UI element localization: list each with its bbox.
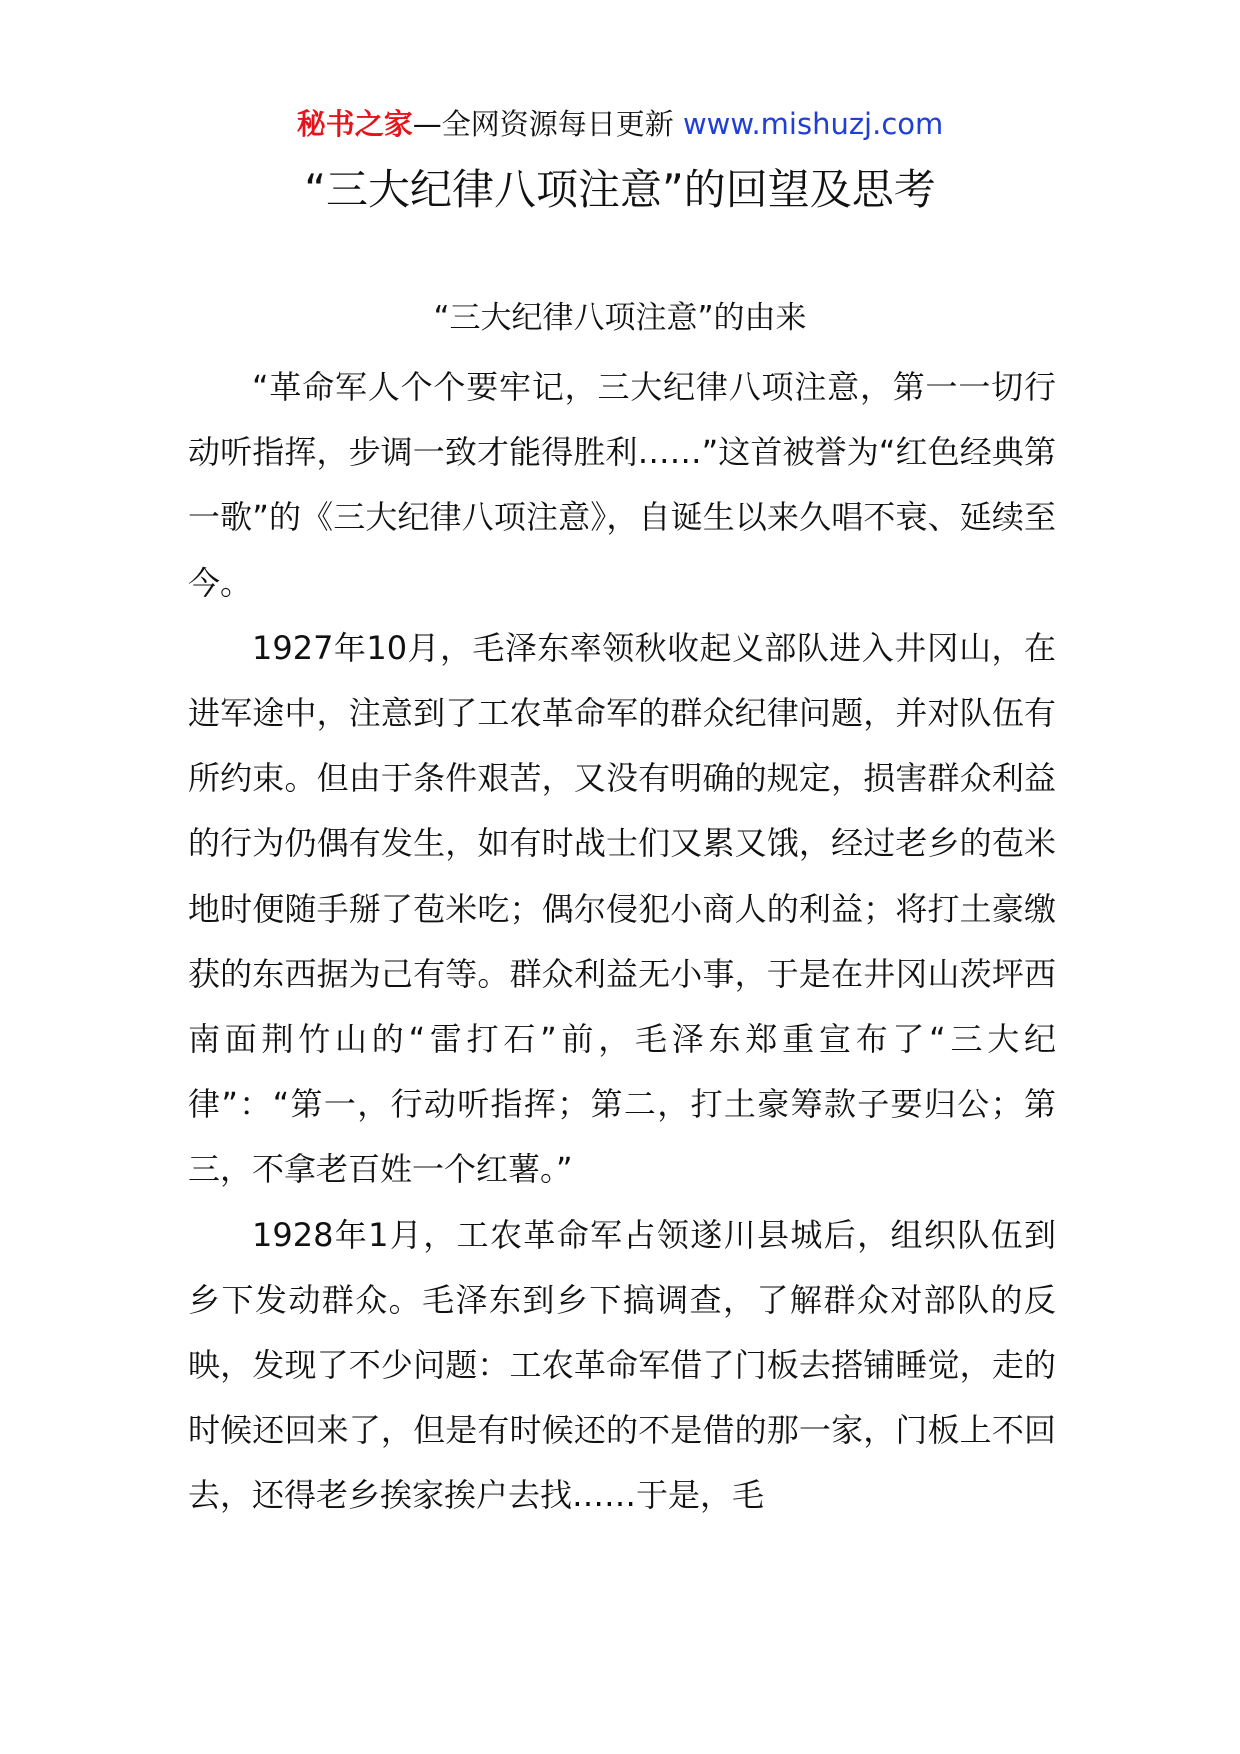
header-tagline: —全网资源每日更新 <box>412 107 683 141</box>
site-header <box>0 104 1240 144</box>
paragraph: “革命军人个个要牢记，三大纪律八项注意，第一一切行动听指挥，步调一致才能得胜利……”这首被誉为“红色经典第一歌”的《三大纪律八项注意》，自诞生以来久唱不衰、延续至今。 <box>188 368 1056 602</box>
brand-name: 秘书之家 <box>296 107 413 141</box>
paragraph: 1928年1月，工农革命军占领遂川县城后，组织队伍到乡下发动群众。毛泽东到乡下搞调查，了解群众对部队的反映，发现了不少问题：工农革命军借了门板去搭铺睡觉，走的时候还回来了，但是有时候还的不是借的那一家，门板上不回去，还得老乡挨家挨户去找……于是，毛 <box>188 1215 1056 1515</box>
site-link[interactable]: www.mishuzj.com <box>682 107 944 141</box>
document-title: “三大纪律八项注意”的回望及思考 <box>304 165 936 214</box>
document-body <box>188 355 1056 1529</box>
section-heading: “三大纪律八项注意”的由来 <box>433 300 807 336</box>
paragraph: 1927年10月，毛泽东率领秋收起义部队进入井冈山，在进军途中，注意到了工农革命军的群众纪律问题，并对队伍有所约束。但由于条件艰苦，又没有明确的规定，损害群众利益的行为仍偶有发生，如有时战士们又累又饿，经过老乡的苞米地时便随手掰了苞米吃；偶尔侵犯小商人的利益；将打土豪缴获的东西据为己有等。群众利益无小事，于是在井冈山茨坪西南面荆竹山的“雷打石”前，毛泽东郑重宣布了“三大纪律”：“第一，行动听指挥；第二，打土豪筹款子要归公；第三，不拿老百姓一个红薯。” <box>188 628 1056 1189</box>
